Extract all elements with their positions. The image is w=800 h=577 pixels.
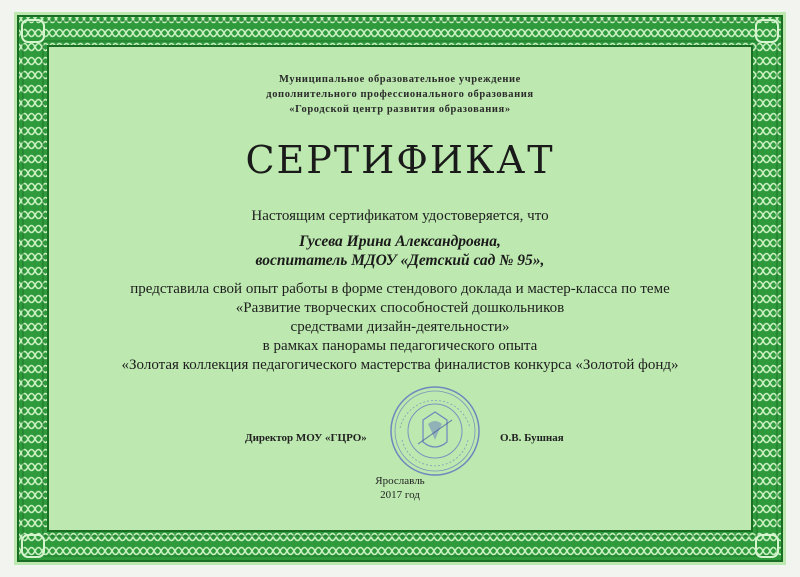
organization-line-3: «Городской центр развития образования» [289, 104, 511, 115]
recipient-position: воспитатель МДОУ «Детский сад № 95», [255, 252, 545, 269]
director-title: Директор МОУ «ГЦРО» [245, 432, 367, 444]
organization-line-1: Муниципальное образовательное учреждение [279, 74, 521, 85]
recipient-name: Гусева Ирина Александровна, [299, 233, 501, 250]
body-line-4: в рамках панорамы педагогического опыта [262, 338, 538, 354]
year: 2017 год [380, 489, 420, 501]
official-stamp-icon [388, 384, 482, 478]
director-name: О.В. Бушная [500, 432, 564, 444]
city: Ярославль [375, 475, 425, 487]
body-line-3: средствами дизайн-деятельности» [290, 319, 510, 335]
body-line-5: «Золотая коллекция педагогического мастерства финалистов конкурса «Золотой фонд» [121, 357, 679, 373]
body-line-2: «Развитие творческих способностей дошкольников [235, 300, 565, 316]
certificate-title: СЕРТИФИКАТ [245, 138, 555, 182]
certificate-content [14, 12, 786, 565]
body-line-1: представила свой опыт работы в форме стендового доклада и мастер-класса по теме [130, 281, 670, 297]
organization-line-2: дополнительного профессионального образования [266, 89, 534, 100]
certificate-frame [14, 12, 786, 565]
intro-text: Настоящим сертификатом удостоверяется, что [251, 208, 549, 224]
